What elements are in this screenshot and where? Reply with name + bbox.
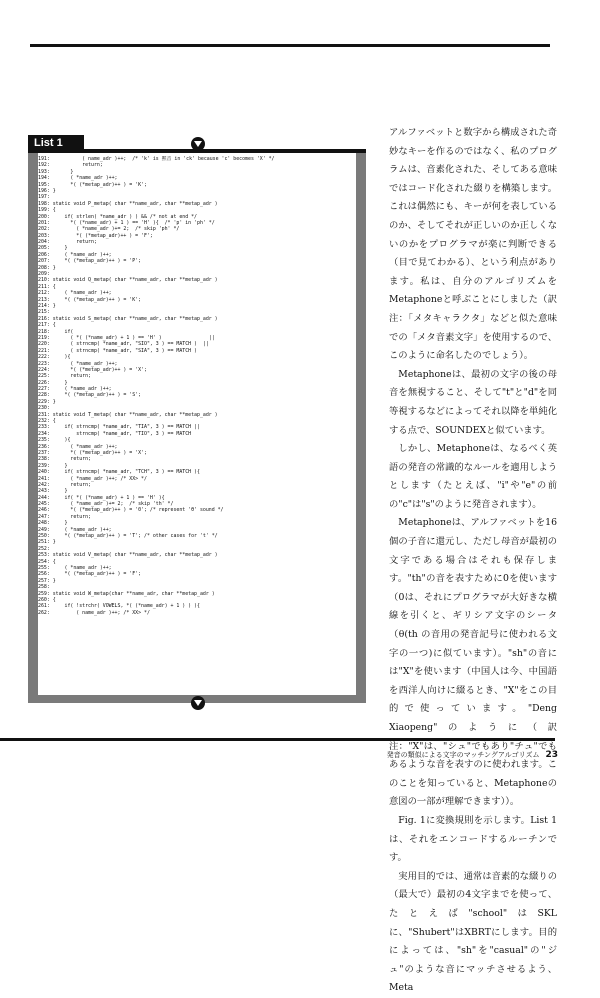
code-line: 195: *( (*metap_adr)++ ) = 'K'; bbox=[38, 181, 147, 188]
code-line: 202: ( *name_adr )+= 2; /* skip 'ph' */ bbox=[38, 226, 180, 233]
code-line: 200: if( strlen( *name_adr ) ) && /* not at end */ bbox=[38, 213, 197, 220]
code-line: 226: } bbox=[38, 379, 68, 386]
running-title: 発音の類似による文字のマッチングアルゴリズム bbox=[386, 751, 540, 759]
code-line: 214: } bbox=[38, 302, 56, 309]
paragraph: しかし、Metaphoneは、なるべく英語の発音の常識的なルールを適用しようとします（たとえば、"i"や"e"の前の"c"は"s"のように発音されます）。 bbox=[389, 443, 557, 510]
down-arrow-icon bbox=[191, 137, 205, 151]
code-line: 262: ( name_adr )++; /* XX> */ bbox=[38, 609, 150, 616]
code-line: 232: { bbox=[38, 418, 56, 425]
paragraph: Metaphoneは、アルファベットを16個の子音に還元し、ただし母音が最初の文字である場合はそれも保存します。"th"の音を表すために0を使います（0は、それにプログラマが大好きな横線を引くと、ギリシア文字のシータ（θ(th の音用の発音記号に使われる文字の一つ)に似ています）。"sh"の音には"X"を使います（中国人は今、中国語を西洋人向けに綴るとき、"X"をこの目的で使っています。"Deng Xiaopeng"のように（訳注："X"は、"シュ"でもあり"チュ"でもあるような音を表すのに使われます。このことを知っていると、Metaphoneの意図の一部が理解できます））。 bbox=[389, 517, 557, 808]
code-line: 234: strncmp( *name_adr, "TIO", 3 ) == MATCH bbox=[38, 430, 192, 437]
code-line: 191: ( name_adr )++; /* 'k' is 黙音 in 'ck' because 'c' becomes 'X' */ bbox=[38, 156, 275, 162]
code-line: 208: } bbox=[38, 264, 56, 271]
code-line: 252: bbox=[38, 545, 50, 552]
listing-title: List 1 bbox=[28, 135, 84, 151]
code-line: 260: { bbox=[38, 596, 56, 603]
code-line: 255: ( *name_adr )++; bbox=[38, 565, 112, 571]
code-line: 206: ( *name_adr )++; bbox=[38, 251, 112, 258]
paragraph: 実用目的では、通常は音素的な綴りの（最大で）最初の4文字までを使って、たとえば"school"はSKLに、"Shubert"はXBRTにします。目的によっては、"sh"を"casual"の"ジュ"のような音にマッチさせるよう、Meta bbox=[389, 870, 557, 994]
code-line: 257: } bbox=[38, 577, 56, 584]
code-line: 253: static void V_metap( char **name_adr, char **metap_adr ) bbox=[38, 552, 218, 559]
code-line: 225: return; bbox=[38, 373, 91, 380]
code-line: 243: } bbox=[38, 488, 68, 495]
code-line: 233: if( strncmp( *name_adr, "TIA", 3 ) == MATCH || bbox=[38, 424, 200, 431]
code-line: 250: *( (*metap_adr)++ ) = 'T'; /* other cases for 't' */ bbox=[38, 533, 218, 540]
code-line: 193: } bbox=[38, 168, 74, 175]
code-line: 221: ( strncmp( *name_adr, "SIA", 3 ) == MATCH ) bbox=[38, 347, 197, 354]
code-listing bbox=[28, 135, 366, 707]
page-footer bbox=[368, 748, 558, 762]
code-line: 245: ( *name_adr )+= 2; /* skip 'th' */ bbox=[38, 501, 174, 508]
code-line: 218: if( bbox=[38, 328, 74, 335]
code-line: 249: ( *name_adr )++; bbox=[38, 526, 112, 533]
code-line: 237: *( (*metap_adr)++ ) = 'X'; bbox=[38, 449, 147, 456]
code-block bbox=[38, 156, 356, 700]
code-line: 238: return; bbox=[38, 456, 91, 463]
code-line: 196: } bbox=[38, 187, 56, 194]
code-line: 258: bbox=[38, 584, 50, 591]
code-line: 213: *( (*metap_adr)++ ) = 'K'; bbox=[38, 296, 142, 303]
code-line: 230: bbox=[38, 405, 50, 412]
code-line: 256: *( (*metap_adr)++ ) = 'F'; bbox=[38, 571, 142, 578]
code-line: 246: *( (*metap_adr)++ ) = '0'; /* represent 'θ' sound */ bbox=[38, 507, 224, 514]
page-number: 23 bbox=[545, 750, 558, 760]
code-line: 227: ( *name_adr )++; bbox=[38, 386, 112, 393]
code-line: 219: ( *( (*name_adr) + 1 ) == 'H' ) || bbox=[38, 334, 215, 341]
code-line: 203: *( (*metap_adr)++ ) = 'F'; bbox=[38, 232, 153, 239]
code-line: 242: return; bbox=[38, 481, 91, 488]
code-line: 261: if( !strchr( VOWELS, *( (*name_adr) + 1 ) ) ){ bbox=[38, 603, 200, 610]
code-line: 194: ( *name_adr )++; bbox=[38, 175, 118, 182]
code-line: 204: return; bbox=[38, 239, 97, 246]
code-line: 229: } bbox=[38, 398, 56, 405]
code-line: 259: static void W_metap(char **name_adr, char **metap_adr ) bbox=[38, 590, 215, 597]
code-line: 211: { bbox=[38, 283, 56, 290]
code-line: 212: ( *name_adr )++; bbox=[38, 290, 112, 297]
code-line: 205: } bbox=[38, 245, 68, 252]
code-line: 248: } bbox=[38, 520, 68, 527]
code-line: 224: *( (*metap_adr)++ ) = 'X'; bbox=[38, 366, 147, 373]
code-line: 235: ){ bbox=[38, 437, 71, 444]
code-line: 251: } bbox=[38, 539, 56, 546]
code-line: 223: ( *name_adr )++; bbox=[38, 360, 118, 367]
code-line: 247: return; bbox=[38, 513, 91, 520]
code-line: 231: static void T_metap( char **name_adr, char **metap_adr ) bbox=[38, 411, 218, 418]
code-line: 215: bbox=[38, 309, 50, 316]
code-line: 198: static void P_metap( char **name_adr, char **metap_adr ) bbox=[38, 200, 218, 207]
code-line: 197: bbox=[38, 194, 50, 201]
code-line: 210: static void Q_metap( char **name_adr, char **metap_adr ) bbox=[38, 277, 218, 284]
code-line: 199: { bbox=[38, 207, 56, 214]
down-arrow-icon bbox=[191, 696, 205, 710]
code-line: 240: if( strncmp( *name_adr, "TCH", 3 ) == MATCH ){ bbox=[38, 469, 200, 476]
code-line: 222: ){ bbox=[38, 354, 71, 361]
bottom-rule bbox=[0, 738, 555, 741]
code-line: 207: *( (*metap_adr)++ ) = 'P'; bbox=[38, 258, 142, 265]
code-line: 241: ( *name_adr )++; /* XX> */ bbox=[38, 475, 147, 482]
code-line: 201: *( (*name_adr) + 1 ) == 'H' ){ /* 'p' in 'ph' */ bbox=[38, 219, 215, 226]
code-line: 228: *( (*metap_adr)++ ) = 'S'; bbox=[38, 392, 142, 399]
code-line: 239: } bbox=[38, 462, 68, 469]
paragraph: Metaphoneは、最初の文字の後の母音を無視すること、そして"t"と"d"を同等視するなどによってそれ以降を単純化する点で、SOUNDEXと似ています。 bbox=[389, 368, 557, 436]
code-line: 244: if( *( (*name_adr) + 1 ) == 'H' ){ bbox=[38, 494, 165, 501]
code-line: 236: ( *name_adr )++; bbox=[38, 443, 118, 450]
code-line: 192: return; bbox=[38, 162, 103, 169]
code-line: 209: bbox=[38, 271, 50, 278]
code-line: 217: { bbox=[38, 322, 56, 329]
code-line: 216: static void S_metap( char **name_adr, char **metap_adr ) bbox=[38, 315, 218, 322]
code-line: 254: { bbox=[38, 558, 56, 565]
paragraph: Fig. 1に変換規則を示します。List 1は、それをエンコードするルーチンです。 bbox=[389, 814, 557, 864]
paragraph: アルファベットと数字から構成された奇妙なキーを作るのではなく、私のプログラムは、音素化された、そしてある意味ではコード化された綴りを構築します。これは偶然にも、キーが何を表しているのか、そしてそれが正しいのか正しくないのかをプログラマが楽に判断できる（目で見てわかる）、という利点があります。私は、自分のアルゴリズムをMetaphoneと呼ぶことにしました（訳注：「メタキャラクタ」などと似た意味での「メタ音素文字」を使用するので、このように命名したのでしょう）。 bbox=[389, 127, 557, 362]
top-rule bbox=[30, 44, 550, 47]
code-line: 220: ( strncmp( *name_adr, "SIO", 3 ) == MATCH ) || bbox=[38, 341, 209, 348]
